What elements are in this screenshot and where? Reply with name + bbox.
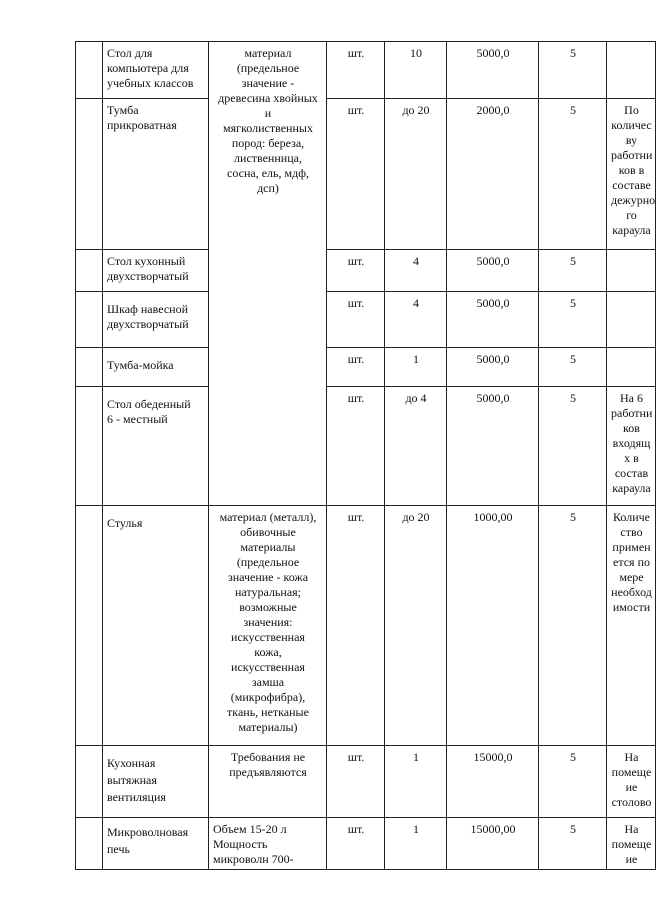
- row-number-cell: [76, 292, 103, 348]
- note-cell: На помеще ие столово: [607, 746, 656, 818]
- service-years-cell: 5: [539, 746, 607, 818]
- item-name-cell: Микроволновая печь: [103, 818, 209, 870]
- unit-cell: шт.: [327, 42, 385, 99]
- row-number-cell: [76, 746, 103, 818]
- price-cell: 15000,0: [447, 746, 539, 818]
- row-number-cell: [76, 506, 103, 746]
- price-cell: 5000,0: [447, 292, 539, 348]
- price-cell: 15000,00: [447, 818, 539, 870]
- material-cell: Объем 15-20 л Мощность микроволн 700-: [209, 818, 327, 870]
- note-cell: [607, 250, 656, 292]
- material-cell: Требования не предъявляются: [209, 746, 327, 818]
- service-years-cell: 5: [539, 348, 607, 387]
- table-row: [76, 746, 656, 818]
- service-years-cell: 5: [539, 506, 607, 746]
- note-cell: На 6 работни ков входящ х в состав караула: [607, 387, 656, 506]
- row-number-cell: [76, 387, 103, 506]
- table-row: [76, 818, 656, 870]
- table-row: [76, 42, 656, 99]
- table-row: [76, 506, 656, 746]
- item-name-cell: Тумба прикроватная: [103, 99, 209, 250]
- table-row: [76, 348, 656, 387]
- price-cell: 5000,0: [447, 42, 539, 99]
- material-cell: материал (предельное значение - древесина хвойных и мягколиственных пород: береза, лиственница, сосна, ель, мдф, дсп): [209, 42, 327, 506]
- quantity-cell: 1: [385, 746, 447, 818]
- item-name-cell: Тумба-мойка: [103, 348, 209, 387]
- price-cell: 2000,0: [447, 99, 539, 250]
- price-cell: 5000,0: [447, 250, 539, 292]
- table-row: [76, 250, 656, 292]
- note-cell: По количес ву работни ков в составе дежурно го караула: [607, 99, 656, 250]
- quantity-cell: 4: [385, 292, 447, 348]
- quantity-cell: 4: [385, 250, 447, 292]
- table-row: [76, 99, 656, 250]
- unit-cell: шт.: [327, 506, 385, 746]
- service-years-cell: 5: [539, 250, 607, 292]
- service-years-cell: 5: [539, 99, 607, 250]
- price-cell: 1000,00: [447, 506, 539, 746]
- service-years-cell: 5: [539, 818, 607, 870]
- item-name-cell: Кухонная вытяжная вентиляция: [103, 746, 209, 818]
- quantity-cell: 1: [385, 818, 447, 870]
- quantity-cell: до 20: [385, 506, 447, 746]
- item-name-cell: Стол для компьютера для учебных классов: [103, 42, 209, 99]
- quantity-cell: 10: [385, 42, 447, 99]
- quantity-cell: 1: [385, 348, 447, 387]
- unit-cell: шт.: [327, 250, 385, 292]
- item-name-cell: Стол кухонный двухстворчатый: [103, 250, 209, 292]
- item-name-cell: Стулья: [103, 506, 209, 746]
- price-cell: 5000,0: [447, 387, 539, 506]
- unit-cell: шт.: [327, 348, 385, 387]
- note-cell: [607, 348, 656, 387]
- item-name-cell: Шкаф навесной двухстворчатый: [103, 292, 209, 348]
- furniture-norms-table: [75, 41, 656, 870]
- row-number-cell: [76, 99, 103, 250]
- row-number-cell: [76, 42, 103, 99]
- unit-cell: шт.: [327, 387, 385, 506]
- row-number-cell: [76, 250, 103, 292]
- material-cell: материал (металл), обивочные материалы (предельное значение - кожа натуральная; возможные значения: искусственная кожа, искусственная замша (микрофибра), ткань, нетканые материалы): [209, 506, 327, 746]
- unit-cell: шт.: [327, 818, 385, 870]
- row-number-cell: [76, 348, 103, 387]
- note-cell: На помеще ие: [607, 818, 656, 870]
- quantity-cell: до 4: [385, 387, 447, 506]
- note-cell: [607, 292, 656, 348]
- table-row: [76, 387, 656, 506]
- service-years-cell: 5: [539, 42, 607, 99]
- unit-cell: шт.: [327, 746, 385, 818]
- note-cell: Количе ство примен ется по мере необход имости: [607, 506, 656, 746]
- unit-cell: шт.: [327, 292, 385, 348]
- price-cell: 5000,0: [447, 348, 539, 387]
- service-years-cell: 5: [539, 387, 607, 506]
- quantity-cell: до 20: [385, 99, 447, 250]
- row-number-cell: [76, 818, 103, 870]
- unit-cell: шт.: [327, 99, 385, 250]
- service-years-cell: 5: [539, 292, 607, 348]
- note-cell: [607, 42, 656, 99]
- item-name-cell: Стол обеденный 6 - местный: [103, 387, 209, 506]
- table-row: [76, 292, 656, 348]
